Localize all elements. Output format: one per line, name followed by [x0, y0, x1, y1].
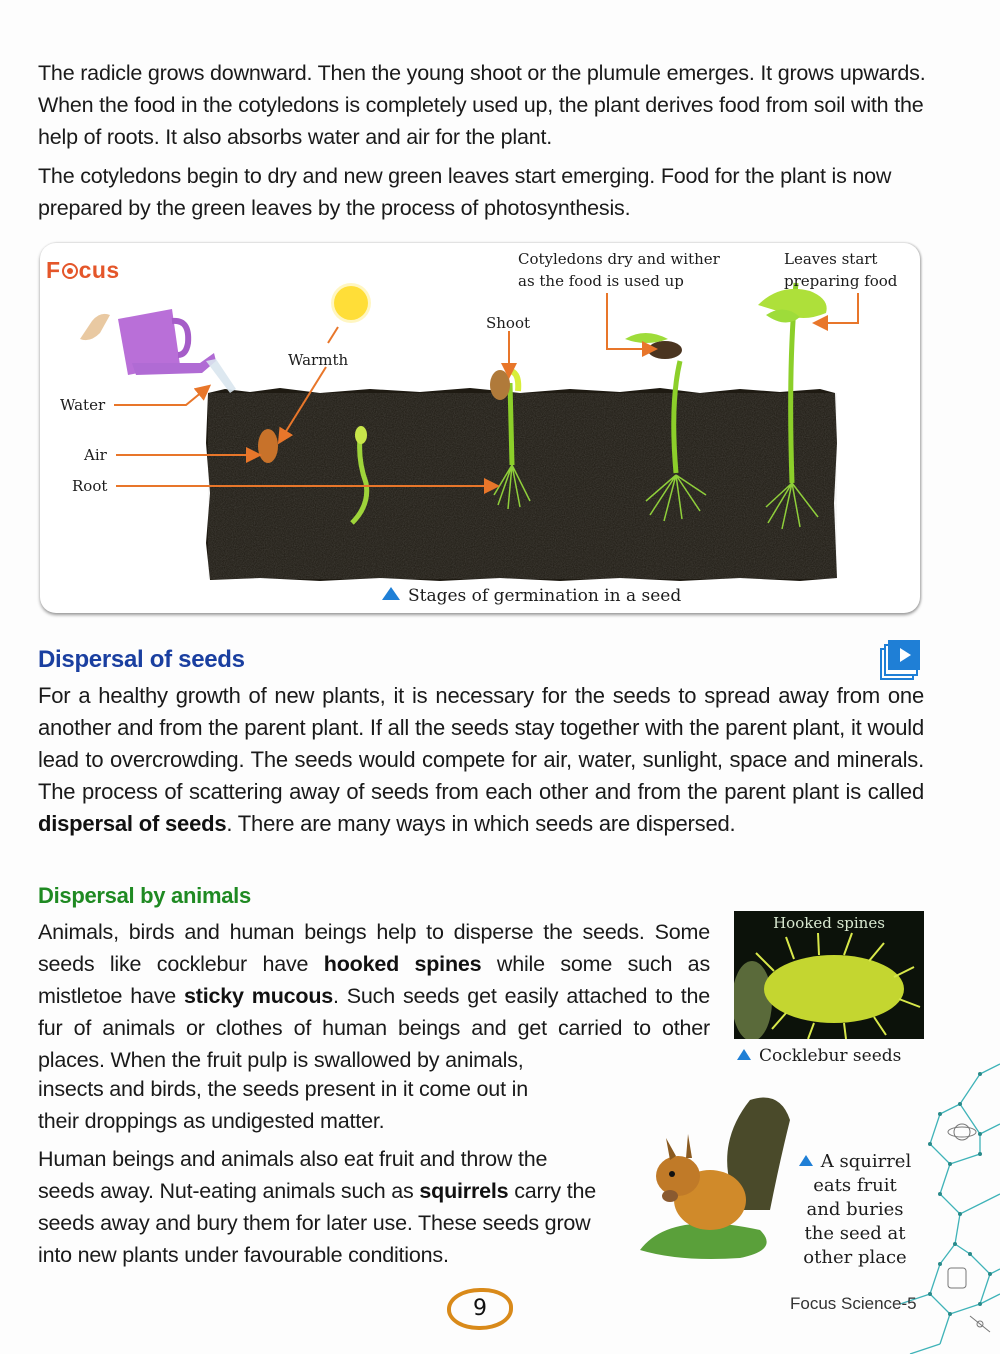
- label-cotyledons: Cotyledons dry and wither as the food is used up: [518, 250, 720, 290]
- label-shoot: Shoot: [486, 314, 531, 332]
- warmth-line-upper: [328, 327, 338, 343]
- label-air: Air: [84, 446, 107, 464]
- seed-icon: [258, 429, 278, 463]
- animals-paragraph-1: Animals, birds and human beings help to disperse the seeds. Some seeds like cocklebur have hooked spines while some such as mistletoe have sticky mucous. Such seeds get easily attached to the fur of animals or clothes of human beings and get carried to other places. When the fruit pulp is swallowed by animals,: [38, 920, 710, 1072]
- book-title: Focus Science-5: [790, 1294, 917, 1313]
- page-number: 9: [447, 1288, 513, 1330]
- caption-triangle-icon: [382, 587, 400, 600]
- label-leaves: Leaves start preparing food: [784, 250, 898, 290]
- label-water: Water: [60, 396, 106, 414]
- figure-caption: Stages of germination in a seed: [382, 586, 681, 606]
- water-arrow: [114, 387, 208, 405]
- caption-triangle-icon: [737, 1049, 751, 1060]
- label-root: Root: [72, 477, 108, 495]
- squirrel-image: [630, 1090, 790, 1260]
- section-heading-animals: Dispersal by animals: [38, 883, 251, 908]
- dispersal-paragraph: For a healthy growth of new plants, it is necessary for the seeds to spread away from one another and from the parent plant. If all the seeds stay together with the parent plant, it would lead to overcrowding. The seeds would compete for air, water, sunlight, space and minerals. The process of scattering away of seeds from each other and from the parent plant is called dispersal of seeds. There are many ways in which seeds are dispersed.: [38, 683, 924, 836]
- animals-paragraph-1-cont: insects and birds, the seeds present in it come out in their droppings as undigested matter.: [38, 1077, 528, 1133]
- intro-paragraph-1: The radicle grows downward. Then the young shoot or the plumule emerges. It grows upwards. When the food in the cotyledons is completely used up, the plant derives food from soil with the help of roots. It also absorbs water and air for the plant.: [38, 61, 926, 149]
- cocklebur-image-label: Hooked spines: [773, 914, 885, 932]
- watering-can-icon: [80, 309, 236, 393]
- cocklebur-image: [734, 911, 924, 1039]
- caption-triangle-icon: [799, 1155, 813, 1166]
- play-video-icon[interactable]: [880, 640, 920, 678]
- squirrel-caption: A squirrel eats fruit and buries the seed at other place: [790, 1150, 920, 1270]
- section-heading-dispersal: Dispersal of seeds: [38, 646, 245, 673]
- intro-paragraph-2: The cotyledons begin to dry and new green leaves start emerging. Food for the plant is now prepared by the green leaves by the process of photosynthesis.: [38, 164, 892, 220]
- animals-paragraph-2: Human beings and animals also eat fruit and throw the seeds away. Nut-eating animals such as squirrels carry the seeds away and bury them for later use. These seeds grow into new plants under favourable conditions.: [38, 1147, 597, 1267]
- germination-figure: [40, 243, 920, 613]
- cocklebur-caption: Cocklebur seeds: [737, 1046, 901, 1066]
- label-warmth: Warmth: [288, 351, 349, 369]
- target-icon: [62, 263, 78, 279]
- germination-illustration: [40, 243, 920, 613]
- focus-logo: F cus: [46, 257, 120, 283]
